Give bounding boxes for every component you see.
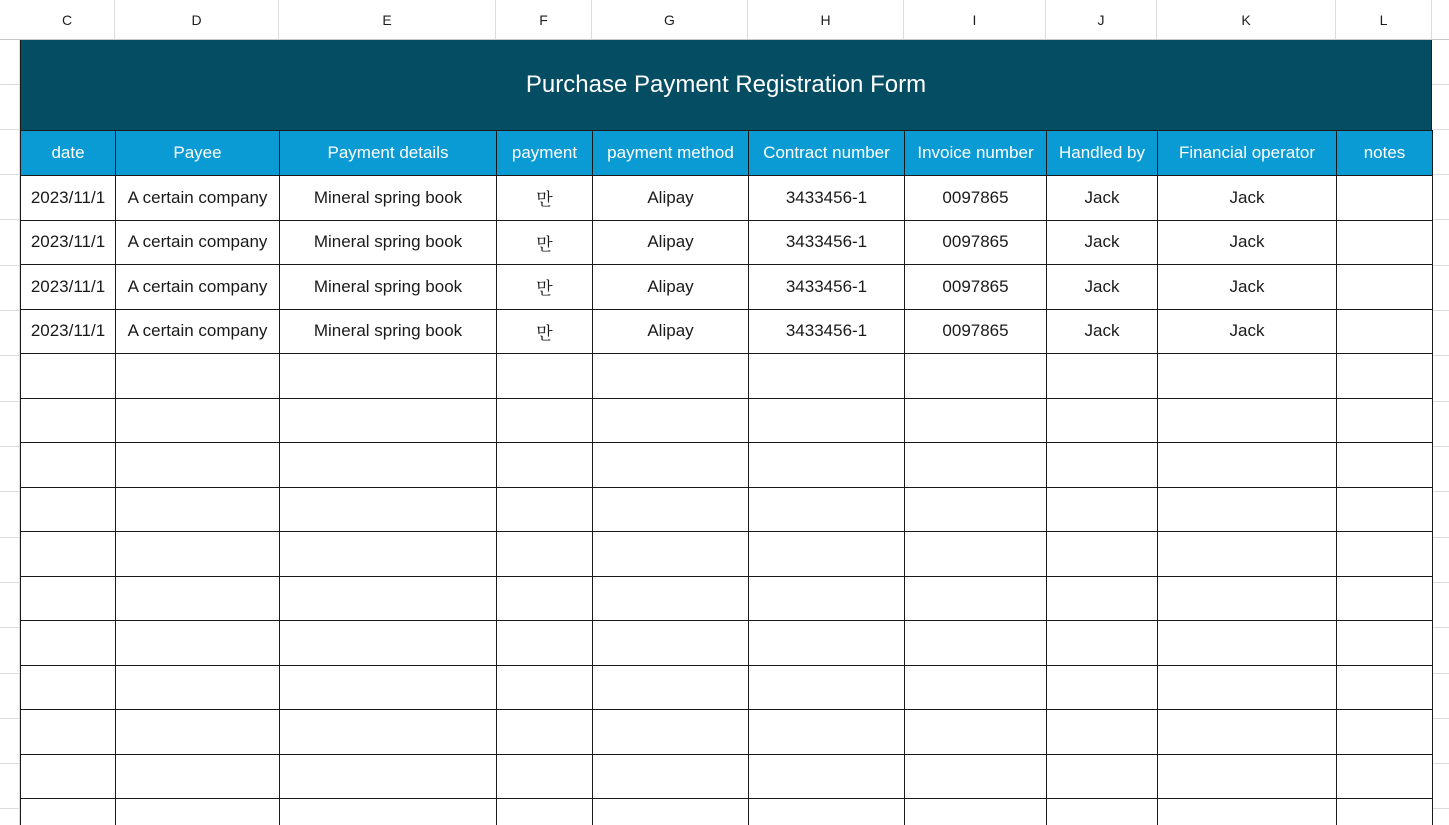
header-cell-notes[interactable]: notes — [1337, 131, 1433, 176]
cell-notes[interactable] — [1337, 398, 1433, 443]
cell-invoice-number[interactable] — [905, 532, 1047, 577]
cell-payment-method[interactable] — [593, 621, 749, 666]
cell-date[interactable]: 2023/11/1 — [21, 265, 116, 310]
cell-payee[interactable] — [116, 354, 280, 399]
cell-payment-method[interactable]: Alipay — [593, 220, 749, 265]
cell-invoice-number[interactable]: 0097865 — [905, 309, 1047, 354]
table-row — [21, 220, 1433, 265]
cell-date[interactable] — [21, 354, 116, 399]
cell-contract-number[interactable] — [749, 621, 905, 666]
cell-payee[interactable]: A certain company — [116, 309, 280, 354]
cell-contract-number[interactable] — [749, 665, 905, 710]
gridline — [0, 174, 20, 175]
cell-payment[interactable] — [497, 576, 593, 621]
cell-payment[interactable] — [497, 443, 593, 488]
gridline — [1432, 219, 1449, 220]
cell-notes[interactable] — [1337, 176, 1433, 221]
cell-notes[interactable] — [1337, 532, 1433, 577]
cell-invoice-number[interactable] — [905, 799, 1047, 825]
gridline — [1432, 84, 1449, 85]
table-row — [21, 398, 1433, 443]
cell-contract-number[interactable] — [749, 532, 905, 577]
gridline — [0, 537, 20, 538]
cell-notes[interactable] — [1337, 354, 1433, 399]
cell-contract-number[interactable] — [749, 487, 905, 532]
column-header-e[interactable]: E — [279, 0, 496, 39]
cell-handled-by[interactable] — [1047, 754, 1158, 799]
cell-date[interactable] — [21, 398, 116, 443]
cell-notes[interactable] — [1337, 443, 1433, 488]
column-header-k[interactable]: K — [1157, 0, 1336, 39]
cell-date[interactable] — [21, 710, 116, 755]
cell-invoice-number[interactable]: 0097865 — [905, 220, 1047, 265]
cell-handled-by[interactable] — [1047, 799, 1158, 825]
cell-contract-number[interactable] — [749, 576, 905, 621]
gridline — [0, 673, 20, 674]
cell-notes[interactable] — [1337, 754, 1433, 799]
cell-payment-details[interactable] — [280, 754, 497, 799]
column-header-d[interactable]: D — [115, 0, 279, 39]
cell-payment[interactable]: 만 — [497, 265, 593, 310]
cell-payee[interactable] — [116, 754, 280, 799]
gridline — [1432, 582, 1449, 583]
form-title[interactable]: Purchase Payment Registration Form — [20, 40, 1432, 130]
cell-payee[interactable] — [116, 799, 280, 825]
gridline — [0, 446, 20, 447]
gridline — [1432, 537, 1449, 538]
cell-payment-details[interactable] — [280, 665, 497, 710]
cell-payment[interactable] — [497, 487, 593, 532]
header-cell-payee[interactable]: Payee — [116, 131, 280, 176]
column-header-f[interactable]: F — [496, 0, 592, 39]
cell-date[interactable] — [21, 487, 116, 532]
cell-payment-method[interactable] — [593, 398, 749, 443]
cell-contract-number[interactable]: 3433456-1 — [749, 176, 905, 221]
cell-handled-by[interactable] — [1047, 710, 1158, 755]
payment-table — [20, 130, 1433, 825]
cell-payment-method[interactable] — [593, 799, 749, 825]
cell-notes[interactable] — [1337, 220, 1433, 265]
gridline — [0, 219, 20, 220]
cell-payee[interactable]: A certain company — [116, 265, 280, 310]
cell-financial-operator[interactable]: Jack — [1158, 220, 1337, 265]
cell-payment-details[interactable] — [280, 576, 497, 621]
gridline — [1432, 310, 1449, 311]
cell-handled-by[interactable] — [1047, 621, 1158, 666]
cell-date[interactable] — [21, 799, 116, 825]
cell-invoice-number[interactable] — [905, 398, 1047, 443]
cell-handled-by[interactable]: Jack — [1047, 176, 1158, 221]
header-cell-invoice-number[interactable]: Invoice number — [905, 131, 1047, 176]
cell-invoice-number[interactable] — [905, 710, 1047, 755]
cell-payment-details[interactable] — [280, 532, 497, 577]
cell-notes[interactable] — [1337, 309, 1433, 354]
gridline — [0, 129, 20, 130]
cell-payment-details[interactable]: Mineral spring book — [280, 220, 497, 265]
cell-notes[interactable] — [1337, 621, 1433, 666]
cell-notes[interactable] — [1337, 265, 1433, 310]
cell-payment-details[interactable] — [280, 487, 497, 532]
table-row — [21, 621, 1433, 666]
cell-payment-method[interactable] — [593, 487, 749, 532]
gridline — [0, 808, 20, 809]
cell-payee[interactable] — [116, 443, 280, 488]
cell-date[interactable] — [21, 532, 116, 577]
cell-invoice-number[interactable] — [905, 665, 1047, 710]
cell-invoice-number[interactable] — [905, 754, 1047, 799]
cell-date[interactable] — [21, 443, 116, 488]
cell-date[interactable] — [21, 665, 116, 710]
cell-handled-by[interactable] — [1047, 665, 1158, 710]
cell-financial-operator[interactable] — [1158, 799, 1337, 825]
header-cell-contract-number[interactable]: Contract number — [749, 131, 905, 176]
cell-handled-by[interactable] — [1047, 532, 1158, 577]
gridline — [1432, 808, 1449, 809]
cell-payment[interactable] — [497, 354, 593, 399]
gridline — [1432, 401, 1449, 402]
cell-contract-number[interactable] — [749, 799, 905, 825]
gridline — [0, 718, 20, 719]
cell-invoice-number[interactable] — [905, 621, 1047, 666]
gridline — [0, 265, 20, 266]
header-cell-payment[interactable]: payment — [497, 131, 593, 176]
header-cell-handled-by[interactable]: Handled by — [1047, 131, 1158, 176]
table-row — [21, 265, 1433, 310]
cell-financial-operator[interactable] — [1158, 532, 1337, 577]
cell-date[interactable]: 2023/11/1 — [21, 220, 116, 265]
cell-payment-method[interactable] — [593, 665, 749, 710]
table-row — [21, 176, 1433, 221]
cell-contract-number[interactable] — [749, 354, 905, 399]
gridline — [0, 763, 20, 764]
cell-payment-details[interactable] — [280, 799, 497, 825]
cell-financial-operator[interactable] — [1158, 443, 1337, 488]
cell-handled-by[interactable]: Jack — [1047, 265, 1158, 310]
cell-payment-details[interactable]: Mineral spring book — [280, 309, 497, 354]
cell-payment[interactable] — [497, 665, 593, 710]
cell-handled-by[interactable]: Jack — [1047, 220, 1158, 265]
table-row — [21, 532, 1433, 577]
cell-payment-method[interactable] — [593, 754, 749, 799]
column-header-c[interactable]: C — [20, 0, 115, 39]
cell-payment-method[interactable]: Alipay — [593, 265, 749, 310]
cell-payment[interactable]: 만 — [497, 220, 593, 265]
gridline — [0, 84, 20, 85]
table-row — [21, 443, 1433, 488]
cell-payee[interactable] — [116, 532, 280, 577]
cell-invoice-number[interactable]: 0097865 — [905, 176, 1047, 221]
cell-invoice-number[interactable] — [905, 487, 1047, 532]
cell-notes[interactable] — [1337, 710, 1433, 755]
cell-contract-number[interactable] — [749, 398, 905, 443]
cell-invoice-number[interactable] — [905, 576, 1047, 621]
cell-invoice-number[interactable] — [905, 443, 1047, 488]
column-header-l[interactable]: L — [1336, 0, 1432, 39]
cell-payment[interactable] — [497, 621, 593, 666]
header-cell-financial-operator[interactable]: Financial operator — [1158, 131, 1337, 176]
cell-payment-details[interactable] — [280, 398, 497, 443]
cell-notes[interactable] — [1337, 665, 1433, 710]
gridline — [0, 310, 20, 311]
cell-payee[interactable] — [116, 398, 280, 443]
cell-financial-operator[interactable]: Jack — [1158, 265, 1337, 310]
column-header-h[interactable]: H — [748, 0, 904, 39]
gridline — [0, 582, 20, 583]
cell-payment-details[interactable] — [280, 443, 497, 488]
cell-payment[interactable]: 만 — [497, 309, 593, 354]
cell-handled-by[interactable] — [1047, 354, 1158, 399]
table-row — [21, 309, 1433, 354]
cell-financial-operator[interactable] — [1158, 354, 1337, 399]
header-row — [21, 131, 1433, 176]
table-body — [21, 176, 1433, 825]
table-row — [21, 799, 1433, 825]
cell-payment[interactable] — [497, 799, 593, 825]
cell-payment[interactable] — [497, 754, 593, 799]
cell-payment-details[interactable] — [280, 354, 497, 399]
cell-financial-operator[interactable]: Jack — [1158, 176, 1337, 221]
cell-financial-operator[interactable] — [1158, 754, 1337, 799]
cell-payment[interactable]: 만 — [497, 176, 593, 221]
cell-payment-method[interactable] — [593, 710, 749, 755]
cell-payment-method[interactable]: Alipay — [593, 309, 749, 354]
cell-date[interactable]: 2023/11/1 — [21, 176, 116, 221]
column-header-j[interactable]: J — [1046, 0, 1157, 39]
gridline — [1432, 491, 1449, 492]
cell-contract-number[interactable]: 3433456-1 — [749, 309, 905, 354]
cell-financial-operator[interactable] — [1158, 665, 1337, 710]
cell-payee[interactable] — [116, 621, 280, 666]
gridline — [1432, 355, 1449, 356]
cell-payment-method[interactable] — [593, 354, 749, 399]
cell-payment[interactable] — [497, 398, 593, 443]
table-row — [21, 576, 1433, 621]
gridline — [1432, 718, 1449, 719]
cell-contract-number[interactable]: 3433456-1 — [749, 265, 905, 310]
header-cell-date[interactable]: date — [21, 131, 116, 176]
cell-date[interactable]: 2023/11/1 — [21, 309, 116, 354]
cell-financial-operator[interactable] — [1158, 398, 1337, 443]
cell-invoice-number[interactable] — [905, 354, 1047, 399]
gridline — [0, 355, 20, 356]
table-row — [21, 754, 1433, 799]
cell-notes[interactable] — [1337, 799, 1433, 825]
cell-contract-number[interactable] — [749, 754, 905, 799]
gridline — [1432, 763, 1449, 764]
gridline — [1432, 174, 1449, 175]
cell-payee[interactable] — [116, 665, 280, 710]
cell-contract-number[interactable]: 3433456-1 — [749, 220, 905, 265]
cell-financial-operator[interactable]: Jack — [1158, 309, 1337, 354]
gridline — [0, 627, 20, 628]
gridline — [1432, 673, 1449, 674]
table-row — [21, 354, 1433, 399]
cell-date[interactable] — [21, 576, 116, 621]
gridline — [1432, 446, 1449, 447]
cell-date[interactable] — [21, 754, 116, 799]
cell-handled-by[interactable] — [1047, 398, 1158, 443]
gridline — [0, 401, 20, 402]
column-header-i[interactable]: I — [904, 0, 1046, 39]
cell-payment-details[interactable]: Mineral spring book — [280, 265, 497, 310]
cell-payment[interactable] — [497, 532, 593, 577]
cell-payee[interactable] — [116, 576, 280, 621]
cell-financial-operator[interactable] — [1158, 710, 1337, 755]
cell-handled-by[interactable]: Jack — [1047, 309, 1158, 354]
gridline — [1432, 265, 1449, 266]
cell-financial-operator[interactable] — [1158, 487, 1337, 532]
cell-contract-number[interactable] — [749, 710, 905, 755]
cell-payment-details[interactable] — [280, 621, 497, 666]
gridline — [1432, 627, 1449, 628]
table-row — [21, 665, 1433, 710]
cell-handled-by[interactable] — [1047, 576, 1158, 621]
cell-payee[interactable] — [116, 487, 280, 532]
header-cell-payment-details[interactable]: Payment details — [280, 131, 497, 176]
cell-payee[interactable]: A certain company — [116, 176, 280, 221]
cell-financial-operator[interactable] — [1158, 621, 1337, 666]
cell-notes[interactable] — [1337, 576, 1433, 621]
cell-date[interactable] — [21, 621, 116, 666]
cell-financial-operator[interactable] — [1158, 576, 1337, 621]
cell-contract-number[interactable] — [749, 443, 905, 488]
cell-handled-by[interactable] — [1047, 443, 1158, 488]
cell-payee[interactable]: A certain company — [116, 220, 280, 265]
cell-payment-method[interactable] — [593, 532, 749, 577]
cell-payment-details[interactable] — [280, 710, 497, 755]
column-header-g[interactable]: G — [592, 0, 748, 39]
column-header-bar — [0, 0, 1449, 40]
cell-payment-method[interactable] — [593, 443, 749, 488]
cell-payment-details[interactable]: Mineral spring book — [280, 176, 497, 221]
gridline — [0, 491, 20, 492]
cell-payment-method[interactable] — [593, 576, 749, 621]
cell-payee[interactable] — [116, 710, 280, 755]
cell-notes[interactable] — [1337, 487, 1433, 532]
cell-payment[interactable] — [497, 710, 593, 755]
header-cell-payment-method[interactable]: payment method — [593, 131, 749, 176]
table-row — [21, 710, 1433, 755]
cell-payment-method[interactable]: Alipay — [593, 176, 749, 221]
cell-handled-by[interactable] — [1047, 487, 1158, 532]
cell-invoice-number[interactable]: 0097865 — [905, 265, 1047, 310]
table-row — [21, 487, 1433, 532]
gridline — [1432, 129, 1449, 130]
